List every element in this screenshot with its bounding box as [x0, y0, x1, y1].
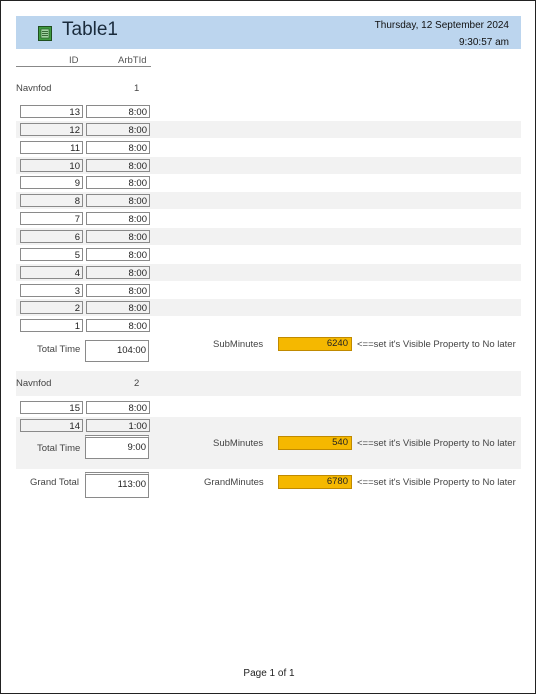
row-time-field: 8:00 [86, 159, 150, 172]
report-time: 9:30:57 am [458, 37, 509, 48]
row-time-field: 8:00 [86, 230, 150, 243]
grand-minutes-value: 6780 [278, 475, 352, 489]
row-time-field: 8:00 [86, 284, 150, 297]
row-id-field: 3 [20, 284, 83, 297]
row-time-field: 8:00 [86, 266, 150, 279]
group-value: 1 [134, 83, 140, 94]
group-label: Navnfod [16, 83, 52, 94]
group-value: 2 [134, 378, 140, 389]
report-header [16, 16, 521, 49]
row-id-field: 9 [20, 176, 83, 189]
sub-minutes-label: SubMinutes [213, 438, 264, 449]
row-id-field: 13 [20, 105, 83, 118]
row-time-field: 8:00 [86, 319, 150, 332]
sub-minutes-value: 6240 [278, 337, 352, 351]
sub-minutes-label: SubMinutes [213, 339, 264, 350]
sub-minutes-value: 540 [278, 436, 352, 450]
row-id-field: 6 [20, 230, 83, 243]
grand-total-label: Grand Total [30, 477, 79, 488]
row-id-field: 5 [20, 248, 83, 261]
row-time-field: 8:00 [86, 141, 150, 154]
column-header-id: ID [69, 55, 79, 66]
total-time-label: Total Time [37, 443, 81, 454]
group-label: Navnfod [16, 378, 52, 389]
row-id-field: 15 [20, 401, 83, 414]
group-total-time: 104:00 [85, 340, 149, 362]
page-footer: Page 1 of 1 [243, 668, 295, 679]
visible-property-note: <==set it's Visible Property to No later [357, 438, 516, 449]
row-time-field: 8:00 [86, 123, 150, 136]
row-id-field: 10 [20, 159, 83, 172]
row-time-field: 1:00 [86, 419, 150, 432]
visible-property-note: <==set it's Visible Property to No later [357, 339, 516, 350]
row-time-field: 8:00 [86, 248, 150, 261]
group-total-time: 9:00 [85, 435, 149, 459]
row-time-field: 8:00 [86, 176, 150, 189]
row-time-field: 8:00 [86, 105, 150, 118]
row-time-field: 8:00 [86, 194, 150, 207]
group-header-band [16, 371, 521, 396]
row-time-field: 8:00 [86, 301, 150, 314]
report-icon [38, 26, 52, 41]
total-time-label: Total Time [37, 344, 81, 355]
grand-total-value: 113:00 [85, 472, 149, 498]
row-id-field: 2 [20, 301, 83, 314]
column-header-divider [16, 66, 151, 67]
row-time-field: 8:00 [86, 401, 150, 414]
row-id-field: 8 [20, 194, 83, 207]
row-id-field: 4 [20, 266, 83, 279]
row-id-field: 14 [20, 419, 83, 432]
visible-property-note: <==set it's Visible Property to No later [357, 477, 516, 488]
report-title: Table1 [62, 19, 118, 40]
row-id-field: 7 [20, 212, 83, 225]
row-id-field: 11 [20, 141, 83, 154]
row-time-field: 8:00 [86, 212, 150, 225]
grand-minutes-label: GrandMinutes [204, 477, 264, 488]
row-id-field: 1 [20, 319, 83, 332]
report-date: Thursday, 12 September 2024 [374, 20, 509, 31]
row-id-field: 12 [20, 123, 83, 136]
column-header-arbtid: ArbTId [118, 55, 147, 66]
